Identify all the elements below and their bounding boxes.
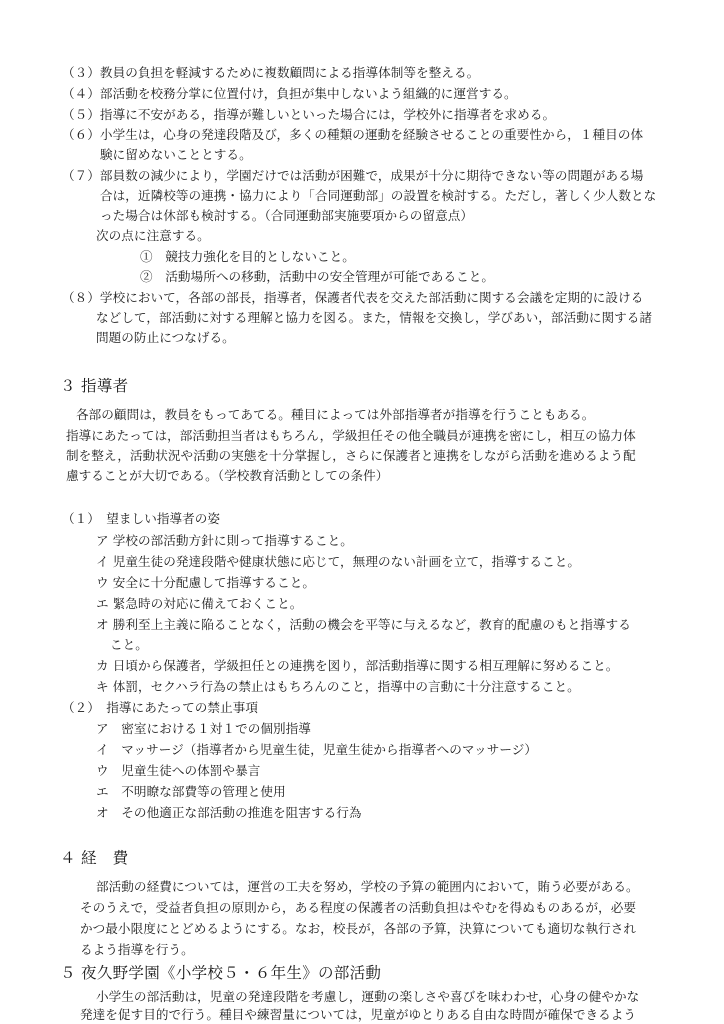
subsection-2-item-i: イ マッサージ（指導者から児童生徒，児童生徒から指導者へのマッサージ） xyxy=(96,742,538,757)
subsection-1-item-i: イ 児童生徒の発達段階や健康状態に応じて，無理のない計画を立て，指導すること。 xyxy=(96,554,581,569)
section-3-heading: ３ 指導者 xyxy=(60,377,129,395)
item-8-line-2: などして，部活動に対する理解と協力を図る。また，情報を交換し，学びあい，部活動に関する諸 xyxy=(96,310,653,325)
section-4-para-line-4: るよう指導を行う。 xyxy=(80,942,194,957)
item-7-line-3: った場合は休部も検討する。（合同運動部実施要項からの留意点） xyxy=(100,208,474,223)
subsection-1-item-o-line-1: オ 勝利至上主義に陥ることなく，活動の機会を平等に与えるなど，教育的配慮のもと指導する xyxy=(96,617,631,632)
subsection-2-item-e: エ 不明瞭な部費等の管理と使用 xyxy=(96,784,286,799)
section-5-heading: ５ 夜久野学園《小学校５・６年生》の部活動 xyxy=(60,964,382,982)
item-5: （５）指導に不安がある，指導が難しいといった場合には，学校外に指導者を求める。 xyxy=(62,107,556,122)
subsection-2-title: （２） 指導にあたっての禁止事項 xyxy=(62,700,258,715)
item-7-line-1: （７）部員数の減少により，学園だけでは活動が困難で，成果が十分に期待できない等の問題がある場 xyxy=(62,168,644,183)
subsection-1-item-a: ア 学校の部活動方針に則って指導すること。 xyxy=(96,533,353,548)
item-3: （３）教員の負担を軽減するために複数顧問による指導体制等を整える。 xyxy=(62,65,480,80)
subsection-1-title: （１） 望ましい指導者の姿 xyxy=(62,511,221,526)
section-3-para-line-2: 指導にあたっては，部活動担当者はもちろん，学級担任その他全職員が連携を密にし，相互の協力体 xyxy=(66,428,636,443)
section-5-para-line-2: 発達を促す目的で行う。種目や練習量については，児童がゆとりある自由な時間が確保できるよう xyxy=(80,1007,637,1022)
subsection-1-item-u: ウ 安全に十分配慮して指導すること。 xyxy=(96,575,315,590)
section-4-para-line-3: かつ最小限度にとどめるようにする。なお，校長が，各部の予算，決算についても適切な執行され xyxy=(80,921,637,936)
section-4-para-line-2: そのうえで，受益者負担の原則から，ある程度の保護者の活動負担はやむを得ぬものあるが，必要 xyxy=(80,900,637,915)
subsection-2-item-o: オ その他適正な部活動の推進を阻害する行為 xyxy=(96,805,362,820)
item-7-sub-1: ① 競技力強化を目的としないこと。 xyxy=(140,249,355,264)
subsection-1-item-ki: キ 体罰，セクハラ行為の禁止はもちろんのこと，指導中の言動に十分注意すること。 xyxy=(96,679,580,694)
item-7-line-2: 合は，近隣校等の連携・協力により「合同運動部」の設置を検討する。ただし，著しく少人数とな xyxy=(100,188,657,203)
item-8-line-3: 問題の防止につなげる。 xyxy=(96,330,235,345)
subsection-2-item-u: ウ 児童生徒への体罰や暴言 xyxy=(96,763,261,778)
subsection-1-item-o-line-2: こと。 xyxy=(110,637,148,652)
subsection-2-item-a: ア 密室における１対１での個別指導 xyxy=(96,721,311,736)
item-8-line-1: （８）学校において，各部の部長，指導者，保護者代表を交えた部活動に関する会議を定期的に設ける xyxy=(62,290,644,305)
section-3-para-line-4: 慮することが大切である。（学校教育活動としての条件） xyxy=(66,468,389,483)
item-4: （４）部活動を校務分掌に位置付け，負担が集中しないよう組織的に運営する。 xyxy=(62,86,517,101)
section-3-para-line-3: 制を整え，活動状況や活動の実態を十分掌握し，さらに保護者と連携をしながら活動を進めるよう配 xyxy=(66,448,636,463)
item-6-line-1: （６）小学生は，心身の発達段階及び，多くの種類の運動を経験させることの重要性から，１種目の体 xyxy=(62,127,644,142)
section-5-para-line-1: 小学生の部活動は，児童の発達段階を考慮し，運動の楽しさや喜びを味わわせ，心身の健やかな xyxy=(96,989,640,1004)
item-7-sub-2: ② 活動場所への移動，活動中の安全管理が可能であること。 xyxy=(140,269,495,284)
section-3-para-line-1: 各部の顧問は，教員をもってあてる。種目によっては外部指導者が指導を行うこともある。 xyxy=(76,407,595,422)
subsection-1-item-e: エ 緊急時の対応に備えておくこと。 xyxy=(96,596,303,611)
item-7-line-4: 次の点に注意する。 xyxy=(96,228,210,243)
section-4-heading: ４ 経 費 xyxy=(60,849,129,867)
subsection-1-item-ka: カ 日頃から保護者，学級担任との連携を図り，部活動指導に関する相互理解に努めること。 xyxy=(96,658,619,673)
item-6-line-2: 験に留めないこととする。 xyxy=(100,147,252,162)
section-4-para-line-1: 部活動の経費については，運営の工夫を努め，学校の予算の範囲内において，賄う必要がある。 xyxy=(96,879,639,894)
